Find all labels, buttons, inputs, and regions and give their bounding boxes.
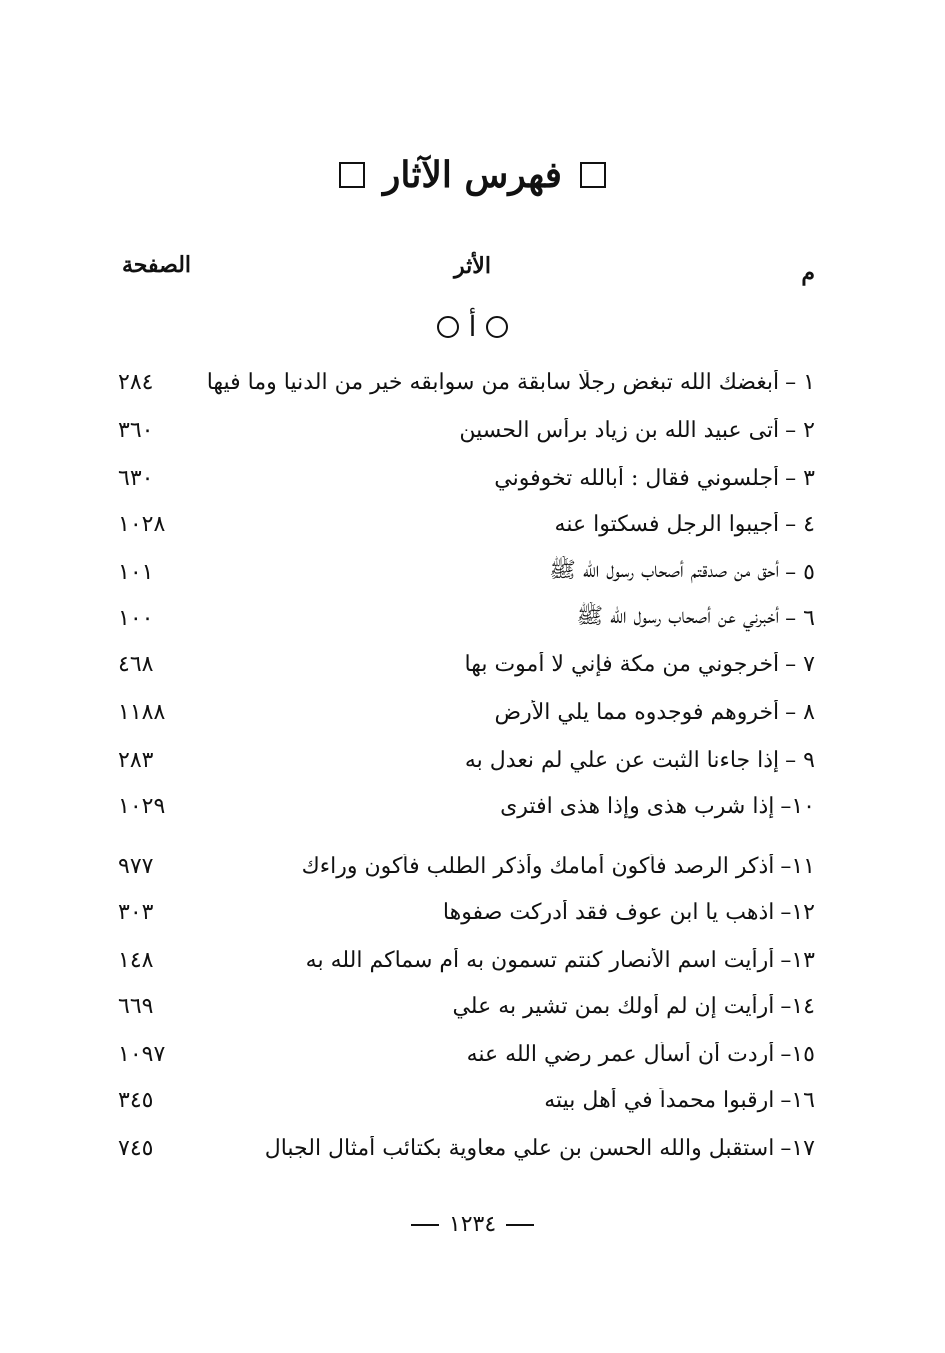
entry-number: ٨ – — [785, 699, 815, 725]
list-item — [118, 692, 815, 732]
list-item — [118, 504, 815, 544]
entry-text: أخبرني عن أصحاب رسول الله ﷺ — [576, 604, 780, 629]
entry-text: أخروهم فوجدوه مما يلي الأرض — [494, 699, 780, 725]
entry-number: ١٢– — [780, 899, 815, 925]
entry-text: إذا جاءنا الثبت عن علي لم نعدل به — [464, 747, 780, 773]
footer-dash-left — [411, 1224, 439, 1226]
section-letter: أ — [468, 310, 477, 343]
entry-number: ١١– — [780, 853, 815, 879]
list-item — [118, 362, 815, 402]
page-footer — [0, 1212, 945, 1237]
entry-page: ٣٠٣ — [118, 899, 154, 925]
entry-text: استقبل والله الحسن بن علي معاوية بكتائب أمثال الجبال — [264, 1135, 775, 1161]
entry-number: ٣ – — [785, 465, 815, 491]
list-item — [118, 644, 815, 684]
entry-page: ١٠٢٨ — [118, 511, 166, 537]
list-item — [118, 892, 815, 932]
entry-page: ٦٦٩ — [118, 993, 154, 1019]
header-number: م — [801, 260, 815, 286]
footer-dash-right — [506, 1224, 534, 1226]
entry-text: أحق من صدقتم أصحاب رسول الله ﷺ — [549, 558, 780, 583]
entry-number: ١٧– — [780, 1135, 815, 1161]
entry-page: ٦٣٠ — [118, 465, 154, 491]
entry-number: ١ – — [785, 369, 815, 395]
entry-text: أجلسوني فقال : أبالله تخوفوني — [494, 465, 780, 491]
list-item — [118, 786, 815, 826]
entry-number: ١٥– — [780, 1041, 815, 1067]
entry-page: ١٠٩٧ — [118, 1041, 166, 1067]
entry-number: ٦ – — [785, 605, 815, 631]
entry-page: ١١٨٨ — [118, 699, 166, 725]
entry-number: ١٤– — [780, 993, 815, 1019]
entry-number: ١٦– — [780, 1087, 815, 1113]
header-page: الصفحة — [122, 252, 192, 278]
entry-text: أتى عبيد الله بن زياد برأس الحسين — [459, 417, 780, 443]
list-item — [118, 598, 815, 638]
entry-number: ٩ – — [785, 747, 815, 773]
section-circle-right — [486, 316, 508, 338]
entry-page: ٣٤٥ — [118, 1087, 154, 1113]
entry-number: ٢ – — [785, 417, 815, 443]
title-box-right — [580, 162, 606, 188]
entry-text: أبغضك الله تبغض رجلًا سابقة من سوابقه خير من الدنيا وما فيها — [206, 369, 780, 395]
list-item — [118, 410, 815, 450]
entry-text: أذكر الرصد فأكون أمامك وأذكر الطلب فأكون وراءك — [301, 853, 775, 879]
entry-number: ٥ – — [785, 559, 815, 585]
entry-page: ٣٦٠ — [118, 417, 154, 443]
entry-text: أخرجوني من مكة فإني لا أموت بها — [464, 651, 780, 677]
section-heading — [0, 310, 945, 343]
entry-number: ١٠– — [780, 793, 815, 819]
title-text: فهرس الآثار — [382, 154, 563, 196]
entry-page: ١٠١ — [118, 559, 154, 585]
list-item — [118, 940, 815, 980]
list-item — [118, 1034, 815, 1074]
list-item — [118, 1080, 815, 1120]
entry-text: أجيبوا الرجل فسكتوا عنه — [554, 511, 780, 537]
entry-page: ٢٨٣ — [118, 747, 154, 773]
entry-text: أرأيت إن لم أولك بمن تشير به علي — [452, 993, 775, 1019]
header-athar: الأثر — [454, 253, 491, 279]
entry-text: اذهب يا ابن عوف فقد أدركت صفوها — [442, 899, 775, 925]
entry-page: ٢٨٤ — [118, 369, 154, 395]
entry-text: إذا شرب هذى وإذا هذى افترى — [500, 793, 775, 819]
entry-page: ١٠٠ — [118, 605, 154, 631]
entry-text: أردت أن أسأل عمر رضي الله عنه — [466, 1041, 775, 1067]
list-item — [118, 740, 815, 780]
page-title — [0, 145, 945, 205]
entry-number: ٧ – — [785, 651, 815, 677]
list-item — [118, 1128, 815, 1168]
list-item — [118, 846, 815, 886]
list-item — [118, 458, 815, 498]
section-circle-left — [437, 316, 459, 338]
entry-text: ارقبوا محمداً في أهل بيته — [544, 1087, 775, 1113]
page-number: ١٢٣٤ — [448, 1212, 497, 1237]
list-item — [118, 986, 815, 1026]
entry-number: ١٣– — [780, 947, 815, 973]
title-box-left — [339, 162, 365, 188]
entry-text: أرأيت اسم الأنصار كنتم تسمون به أم سماكم الله به — [305, 947, 775, 973]
entry-page: ٤٦٨ — [118, 651, 154, 677]
entry-page: ٩٧٧ — [118, 853, 154, 879]
entry-page: ١٠٢٩ — [118, 793, 166, 819]
list-item — [118, 552, 815, 592]
entry-page: ١٤٨ — [118, 947, 154, 973]
entry-number: ٤ – — [785, 511, 815, 537]
entry-page: ٧٤٥ — [118, 1135, 154, 1161]
